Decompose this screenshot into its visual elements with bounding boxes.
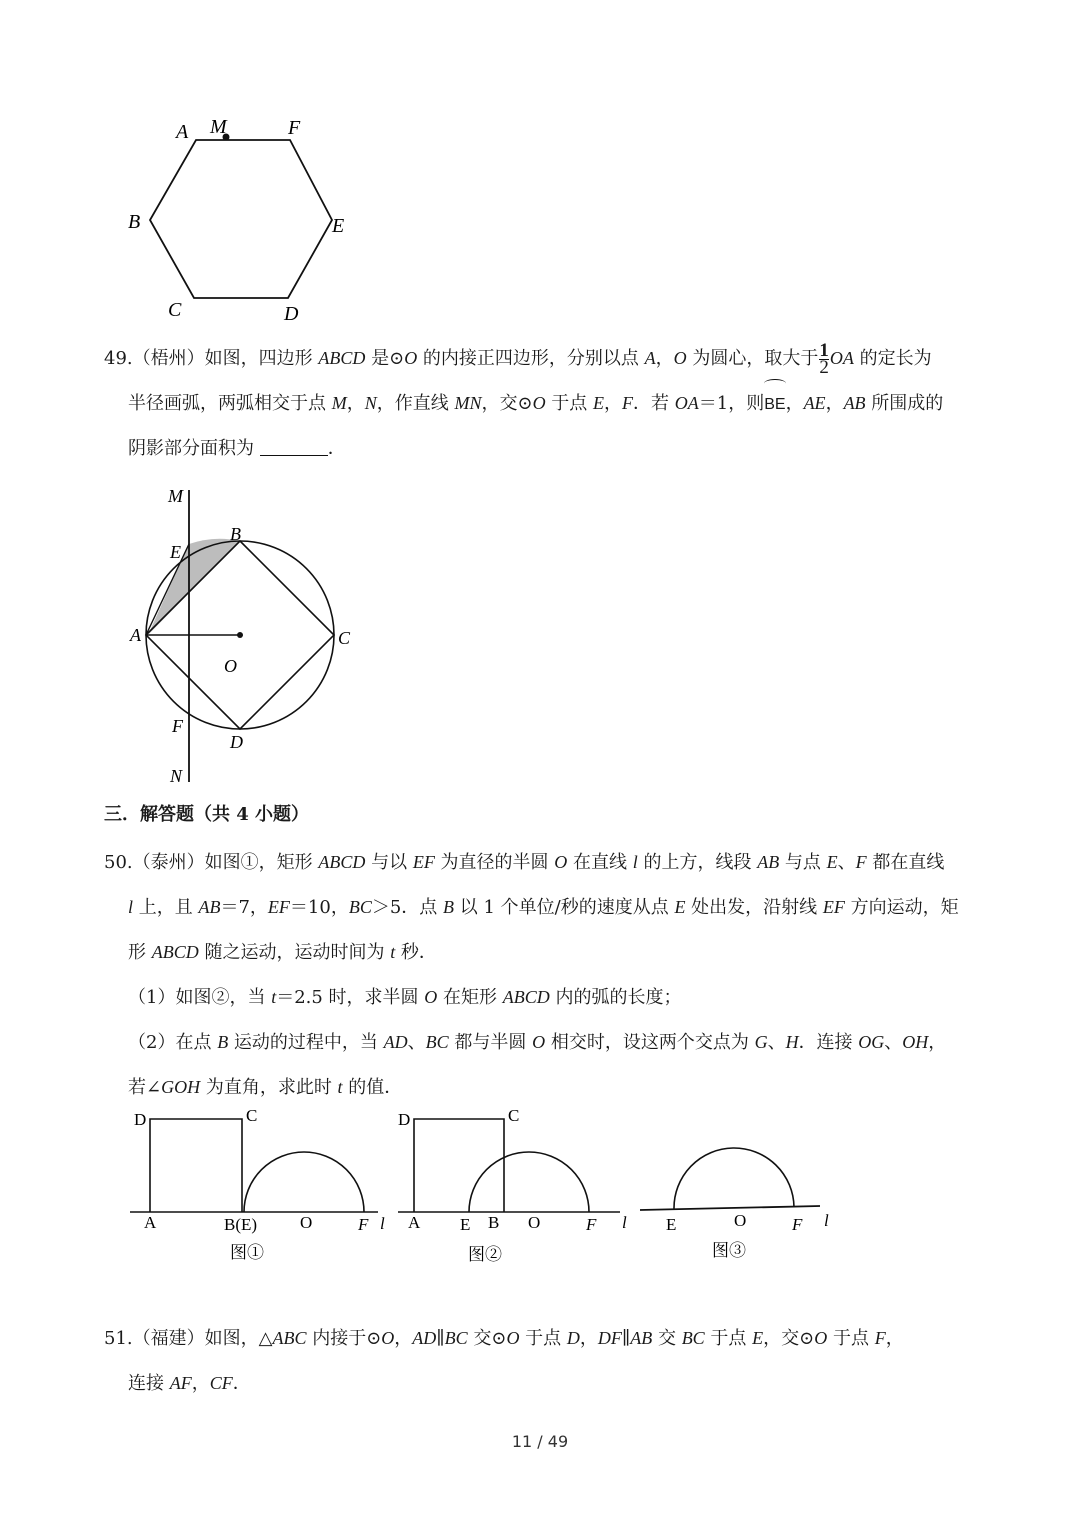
label-d: D [230,732,243,752]
label-e: E [332,215,345,237]
label-e: E [170,542,181,562]
fig1-label-d: D [134,1110,147,1129]
fig3-label-f: F [792,1215,803,1234]
label-b: B [230,524,241,544]
fig2-caption: 图② [468,1245,502,1264]
answer-blank [260,437,328,456]
fig1-label-l: l [380,1214,385,1233]
q50-figures [120,1100,840,1270]
fig1-semicircle [244,1152,364,1212]
q50-part-2-cont: 若∠GOH 为直角，求此时 t 的值． [128,1077,403,1098]
q51-line-1: 51.（福建）如图，△ABC 内接于⊙O，AD∥BC 交⊙O 于点 D，DF∥AB 交 BC 于点 E，交⊙O 于点 F， [104,1328,904,1349]
label-b: B [128,211,141,233]
figure-2 [398,1106,627,1264]
label-f: F [288,117,301,139]
q49-line-1: 49.（梧州）如图，四边形 ABCD 是⊙O 的内接正四边形，分别以点 A，O 为圆心，取大于 $\frac{1}{2}$ OA 的定长为 [104,339,932,378]
q49-line-2: 半径画弧，两弧相交于点 M，N，作直线 MN，交⊙O 于点 E，F．若 OA＝1，则BE，AE，AB 所围成的 [104,381,984,427]
fig2-semicircle [469,1152,589,1212]
fraction-one-half: $\frac{1}{2}$ [819,339,829,378]
fig1-label-a: A [144,1213,157,1232]
page-number: 11 / 49 [511,1432,569,1451]
arc-be: BE [764,383,785,427]
q51-line-2: 连接 AF，CF． [128,1373,251,1394]
center-o [237,632,243,638]
fig1-label-o: O [300,1213,313,1232]
label-c: C [338,628,351,648]
fig2-label-d: D [398,1110,411,1129]
q49-line-3: 阴影部分面积为 ． [128,438,346,459]
label-m: M [168,486,183,506]
fig2-label-f: F [586,1215,597,1234]
figure-1 [130,1106,385,1262]
label-m: M [210,116,227,138]
fig3-caption: 图③ [712,1241,746,1260]
label-d: D [284,303,299,325]
fig3-label-o: O [734,1211,747,1230]
label-n: N [170,766,183,786]
q50-part-2: （2）在点 B 运动的过程中，当 AD、BC 都与半圆 O 相交时，设这两个交点为 G、H．连接 OG、OH， [128,1032,947,1053]
label-o: O [224,656,237,676]
fig3-line-l [640,1206,820,1210]
hexagon-shape [150,140,332,298]
label-a: A [176,121,189,143]
q50-part-1: （1）如图②，当 t＝2.5 时，求半圆 O 在矩形 ABCD 内的弧的长度； [128,987,682,1008]
question-49 [104,336,984,471]
fig2-label-c: C [508,1106,520,1125]
fig2-label-a: A [408,1213,421,1232]
fig1-rectangle [150,1119,242,1212]
fig2-label-b: B [488,1213,500,1232]
q50-line-2: l 上，且 AB＝7，EF＝10，BC＞5．点 B 以 1 个单位/秒的速度从点 E 处出发，沿射线 EF 方向运动，矩 [128,897,959,918]
fig2-label-l: l [622,1213,627,1232]
label-a: A [130,625,141,645]
q50-line-1: 50.（泰州）如图①，矩形 ABCD 与以 EF 为直径的半圆 O 在直线 l 的上方，线段 AB 与点 E、F 都在直线 [104,852,945,873]
question-51 [104,1316,984,1406]
question-50 [104,840,984,1110]
fig3-label-e: E [666,1215,677,1234]
fig1-label-c: C [246,1106,258,1125]
label-c: C [168,299,182,321]
section-heading: 三．解答题（共 4 小题） [104,804,310,825]
fig2-label-o: O [528,1213,541,1232]
fig1-label-be: B(E) [224,1215,258,1234]
hexagon-figure [110,100,370,330]
fig3-semicircle [674,1148,794,1209]
fig1-caption: 图① [230,1243,264,1262]
q50-line-3: 形 ABCD 随之运动，运动时间为 t 秒． [128,942,437,963]
figure-3 [640,1148,829,1260]
circle-square-figure [120,480,380,790]
label-f: F [172,716,183,736]
fig3-label-l: l [824,1211,829,1230]
fig1-label-f: F [358,1215,369,1234]
fig2-label-e: E [460,1215,471,1234]
